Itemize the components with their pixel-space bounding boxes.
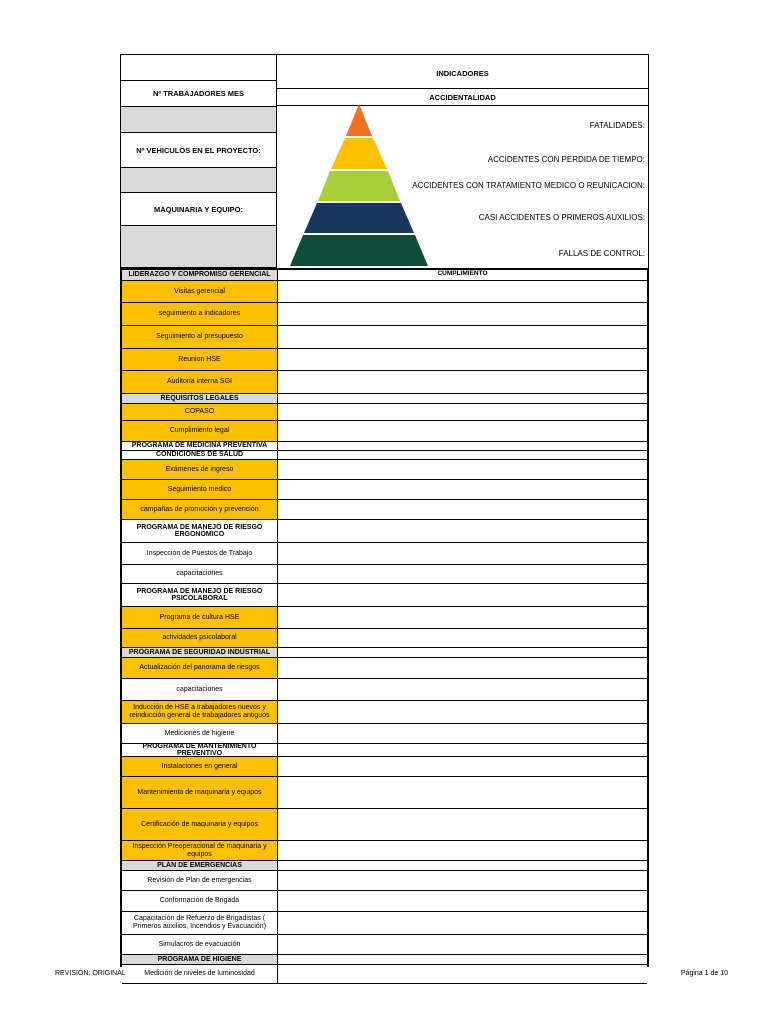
- cumplimiento-cell[interactable]: [278, 955, 647, 964]
- cumplimiento-cell[interactable]: [278, 965, 647, 983]
- cumplimiento-cell[interactable]: [278, 744, 647, 756]
- cumplimiento-cell[interactable]: [278, 404, 647, 420]
- pyramid-level-fatalidades: [346, 104, 372, 136]
- table-header-row: [122, 270, 647, 281]
- cumplimiento-cell[interactable]: [278, 520, 647, 542]
- row-label: Certificación de maquinaria y equipos: [122, 809, 278, 840]
- accidentalidad-title: ACCIDENTALIDAD: [276, 88, 649, 106]
- col-header-left: LIDERAZGO Y COMPROMISO GERENCIAL: [122, 270, 278, 280]
- row-label: seguimiento a indicadores: [122, 303, 278, 325]
- table-row: [122, 724, 647, 744]
- row-label: PLAN DE EMERGENCIAS: [122, 861, 278, 870]
- cumplimiento-cell[interactable]: [278, 809, 647, 840]
- pyramid-label-2: ACCIDENTES CON TRATAMIENTO MEDICO O REUNICACION:: [412, 181, 645, 190]
- table-row: [122, 349, 647, 371]
- row-label: Instalaciones en general: [122, 757, 278, 776]
- pyramid-level-casi-accidentes: [304, 203, 414, 233]
- table-row: [122, 891, 647, 912]
- table-row: [122, 607, 647, 629]
- cumplimiento-cell[interactable]: [278, 584, 647, 606]
- vehiculos-value[interactable]: [120, 167, 277, 193]
- table-row: [122, 757, 647, 777]
- cumplimiento-cell[interactable]: [278, 607, 647, 628]
- row-label: Revisión de Plan de emergencias: [122, 871, 278, 890]
- table-row: [122, 955, 647, 965]
- table-row: [122, 777, 647, 809]
- cumplimiento-cell[interactable]: [278, 935, 647, 954]
- table-row: [122, 809, 647, 841]
- table-row: [122, 394, 647, 404]
- cumplimiento-cell[interactable]: [278, 371, 647, 393]
- cumplimiento-cell[interactable]: [278, 326, 647, 348]
- cumplimiento-cell[interactable]: [278, 871, 647, 890]
- table-row: [122, 679, 647, 701]
- table-row: [122, 460, 647, 480]
- row-label: Seguimiento al presupuesto: [122, 326, 278, 348]
- row-label: PROGRAMA DE MEDICINA PREVENTIVA: [122, 442, 278, 450]
- maquinaria-label: MAQUINARIA Y EQUIPO:: [120, 192, 277, 226]
- table-row: [122, 543, 647, 565]
- row-label: capacitaciones: [122, 679, 278, 700]
- footer-page: Página 1 de 10: [680, 970, 728, 977]
- cumplimiento-cell[interactable]: [278, 565, 647, 583]
- table-row: [122, 451, 647, 460]
- table-row: [122, 520, 647, 543]
- pyramid-level-tratamiento-medico: [318, 171, 400, 201]
- cumplimiento-cell[interactable]: [278, 543, 647, 564]
- table-row: [122, 658, 647, 679]
- pyramid-level-fallas-control: [290, 235, 428, 266]
- cumplimiento-cell[interactable]: [278, 303, 647, 325]
- table-row: [122, 629, 647, 648]
- row-label: Capacitación de Refuerzo de Brigadistas ( Primeros auxilios, Incendios y Evacuación): [122, 912, 278, 934]
- row-label: Mediciones de higiene: [122, 724, 278, 743]
- trabajadores-value[interactable]: [120, 106, 277, 133]
- row-label: COPASO: [122, 404, 278, 420]
- pyramid-level-perdida-tiempo: [331, 138, 387, 169]
- table-row: [122, 404, 647, 421]
- row-label: REQUISITOS LEGALES: [122, 394, 278, 403]
- pyramid-label-1: ACCIDENTES CON PERDIDA DE TIEMPO:: [487, 155, 645, 164]
- pyramid-label-0: FATALIDADES:: [589, 121, 645, 130]
- row-label: Mantenimiento de maquinaria y equipos: [122, 777, 278, 808]
- table-row: [122, 500, 647, 520]
- cumplimiento-cell[interactable]: [278, 394, 647, 403]
- row-label: Inducción de HSE a trabajadores nuevos y reinducción general de trabajadores antiguos: [122, 701, 278, 723]
- row-label: Inspección Preoperacional de maquinaria y equipos: [122, 841, 278, 860]
- cumplimiento-cell[interactable]: [278, 460, 647, 479]
- row-label: actividades psicolaboral: [122, 629, 278, 647]
- indicadores-title: INDICADORES: [276, 54, 649, 89]
- table-row: [122, 584, 647, 607]
- row-label: Simulacros de evacuación: [122, 935, 278, 954]
- row-label: campañas de promoción y prevención: [122, 500, 278, 519]
- row-label: Cumplimiento legal: [122, 421, 278, 441]
- table-row: [122, 912, 647, 935]
- cumplimiento-cell[interactable]: [278, 701, 647, 723]
- row-label: Programa de cultura HSE: [122, 607, 278, 628]
- cumplimiento-cell[interactable]: [278, 658, 647, 678]
- table-row: [122, 480, 647, 500]
- cumplimiento-cell[interactable]: [278, 724, 647, 743]
- row-label: PROGRAMA DE SEGURIDAD INDUSTRIAL: [122, 648, 278, 657]
- cumplimiento-cell[interactable]: [278, 281, 647, 302]
- table-row: [122, 303, 647, 326]
- table-row: [122, 421, 647, 442]
- table-row: [122, 648, 647, 658]
- table-row: [122, 871, 647, 891]
- row-label: Exámenes de ingreso: [122, 460, 278, 479]
- cumplimiento-cell[interactable]: [278, 480, 647, 499]
- row-label: PROGRAMA DE MANEJO DE RIESGO PSICOLABORAL: [122, 584, 278, 606]
- cumplimiento-cell[interactable]: [278, 648, 647, 657]
- cumplimiento-cell[interactable]: [278, 442, 647, 450]
- cumplimiento-cell[interactable]: [278, 500, 647, 519]
- cumplimiento-cell[interactable]: [278, 349, 647, 370]
- table-row: [122, 965, 647, 984]
- table-row: [122, 371, 647, 394]
- table-row: [122, 861, 647, 871]
- table-row: [122, 841, 647, 861]
- cumplimiento-cell[interactable]: [278, 912, 647, 934]
- row-label: Visitas gerencial: [122, 281, 278, 302]
- table-row: [122, 326, 647, 349]
- footer-revision: REVISIÓN: ORIGINAL: [55, 970, 126, 977]
- table-row: [122, 281, 647, 303]
- maquinaria-value[interactable]: [120, 225, 277, 268]
- header-block: [120, 54, 649, 268]
- row-label: PROGRAMA DE HIGIENE: [122, 955, 278, 964]
- cumplimiento-cell[interactable]: [278, 629, 647, 647]
- row-label: Medición de niveles de luminosidad: [122, 965, 278, 983]
- pyramid-label-4: FALLAS DE CONTROL:: [558, 249, 645, 258]
- trabajadores-label: Nº TRABAJADORES MES: [120, 80, 277, 107]
- cumplimiento-cell[interactable]: [278, 777, 647, 808]
- pyramid-label-3: CASI ACCIDENTES O PRIMEROS AUXILIOS:: [478, 213, 645, 222]
- row-label: capacitaciones: [122, 565, 278, 583]
- vehiculos-label: Nº VEHICULOS EN EL PROYECTO:: [120, 132, 277, 168]
- col-header-right: CUMPLIMIENTO: [437, 270, 488, 277]
- cumplimiento-cell[interactable]: [278, 421, 647, 441]
- row-label: Conformación de Brigada: [122, 891, 278, 911]
- table-row: [122, 744, 647, 757]
- row-label: Actualización del panorama de riesgos: [122, 658, 278, 678]
- row-label: Seguimiento medico: [122, 480, 278, 499]
- row-label: Auditoria interna SGI: [122, 371, 278, 393]
- table-row: [122, 442, 647, 451]
- row-label: CONDICIONES DE SALUD: [122, 451, 278, 459]
- blank-cell: [120, 54, 277, 81]
- table-row: [122, 565, 647, 584]
- row-label: Inspección de Puestos de Trabajo: [122, 543, 278, 564]
- row-label: PROGRAMA DE MANEJO DE RIESGO ERGONÓMICO: [122, 520, 278, 542]
- row-label: PROGRAMA DE MANTENIMIENTO PREVENTIVO: [122, 744, 278, 756]
- cumplimiento-cell[interactable]: [278, 757, 647, 776]
- cumplimiento-cell[interactable]: [278, 679, 647, 700]
- cumplimiento-cell[interactable]: [278, 841, 647, 860]
- cumplimiento-cell[interactable]: [278, 861, 647, 870]
- table-row: [122, 701, 647, 724]
- row-label: Reunion HSE: [122, 349, 278, 370]
- table-row: [122, 935, 647, 955]
- cumplimiento-cell[interactable]: [278, 451, 647, 459]
- cumplimiento-table: [120, 268, 649, 977]
- cumplimiento-cell[interactable]: [278, 891, 647, 911]
